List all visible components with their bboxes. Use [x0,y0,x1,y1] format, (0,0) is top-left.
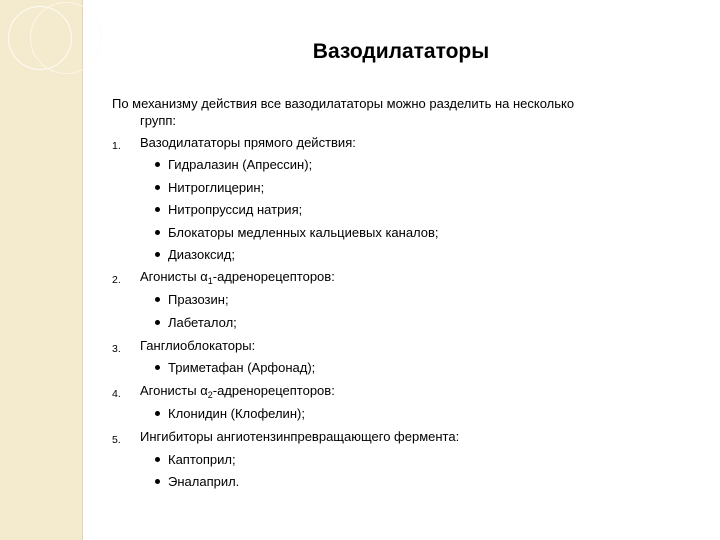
list-item-text: Эналаприл. [168,474,240,489]
group-label [140,269,335,285]
bullet-icon [155,207,160,212]
bullet-icon [155,457,160,462]
group-label: Вазодилататоры прямого действия: [140,135,356,150]
subscript: 1 [207,276,213,286]
list-item-text: Диазоксид; [168,247,235,262]
group-label [140,383,335,399]
list-item [155,202,302,218]
group-label-text: -адренорецепторов: [212,269,335,284]
list-item [155,474,239,490]
bullet-icon [155,297,160,302]
list-item-text: Триметафан (Арфонад); [168,360,316,375]
bullet-icon [155,185,160,190]
list-item [155,247,235,263]
list-item [155,157,312,173]
list-item [155,225,439,241]
intro-paragraph [112,95,632,129]
subscript: 2 [207,390,213,400]
group-label-text: Агонисты α [140,269,208,284]
decorative-side-band [0,0,83,540]
bullet-icon [155,162,160,167]
list-item-text: Лабеталол; [168,315,237,330]
list-item [155,406,305,422]
bullet-icon [155,479,160,484]
slide-title: Вазодилататоры [312,40,490,63]
bullet-icon [155,320,160,325]
list-item-text: Клонидин (Клофелин); [168,406,305,421]
group-number: 5. [112,434,121,446]
group-label: Ганглиоблокаторы: [140,338,256,353]
bullet-icon [155,411,160,416]
list-item-text: Нитропруссид натрия; [168,202,303,217]
bullet-icon [155,252,160,257]
list-item-text: Празозин; [168,292,229,307]
list-item [155,180,264,196]
list-item [155,452,236,468]
group-label-text: Агонисты α [140,383,208,398]
list-item [155,315,237,331]
group-label-text: -адренорецепторов: [212,383,335,398]
list-item-text: Блокаторы медленных кальциевых каналов; [168,225,439,240]
list-item [155,360,315,376]
list-item-text: Гидралазин (Апрессин); [168,157,313,172]
bullet-icon [155,365,160,370]
group-label: Ингибиторы ангиотензинпревращающего фермента: [140,429,460,444]
group-number: 4. [112,388,121,400]
group-number: 3. [112,343,121,355]
group-number: 1. [112,140,121,152]
list-item [155,292,229,308]
bullet-icon [155,230,160,235]
intro-line-2: групп: [140,113,177,128]
list-item-text: Нитроглицерин; [168,180,265,195]
group-number: 2. [112,274,121,286]
intro-line-1: По механизму действия все вазодилататоры можно разделить на несколько [112,96,575,111]
list-item-text: Каптоприл; [168,452,236,467]
